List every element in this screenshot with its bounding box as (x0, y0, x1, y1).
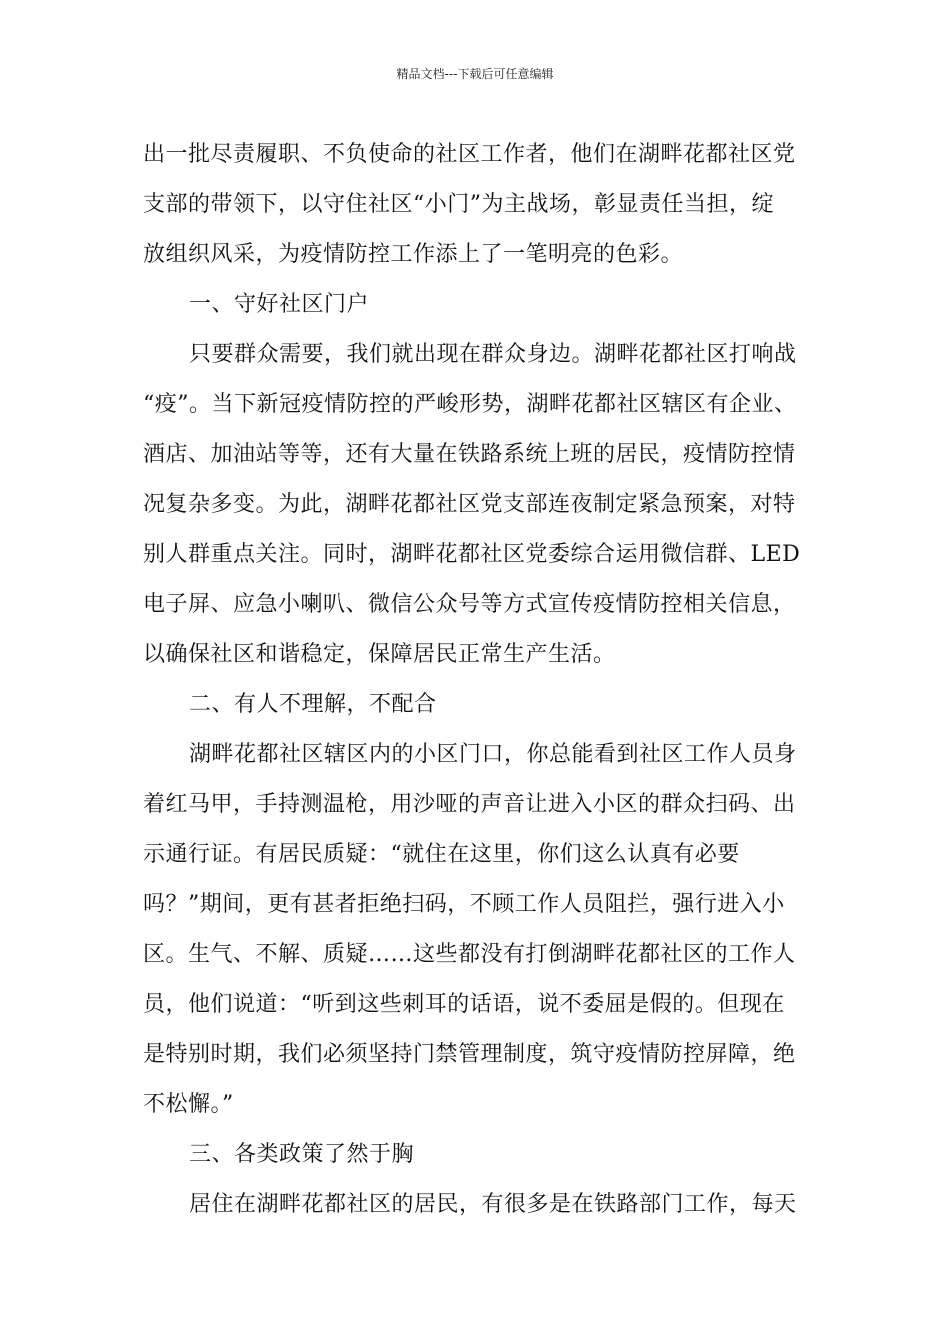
paragraph-line: 不松懈。” (143, 1092, 234, 1117)
paragraph-line: 出一批尽责履职、不负使命的社区工作者，他们在湖畔花都社区党 (143, 142, 796, 167)
paragraph-line: 只要群众需要，我们就出现在群众身边。湖畔花都社区打响战 (189, 342, 797, 367)
paragraph-line: 区。生气、不解、质疑……这些都没有打倒湖畔花都社区的工作人 (143, 942, 796, 967)
paragraph-line: 以确保社区和谐稳定，保障居民正常生产生活。 (143, 642, 616, 667)
paragraph-line: 湖畔花都社区辖区内的小区门口，你总能看到社区工作人员身 (189, 742, 797, 767)
paragraph-line: 支部的带领下，以守住社区“小门”为主战场，彰显责任当担，绽 (143, 192, 774, 217)
paragraph-line: 吗？”期间，更有甚者拒绝扫码，不顾工作人员阻拦，强行进入小 (143, 892, 785, 917)
paragraph-line: 着红马甲，手持测温枪，用沙哑的声音让进入小区的群众扫码、出 (143, 792, 796, 817)
paragraph-line: 是特别时期，我们必须坚持门禁管理制度，筑守疫情防控屏障，绝 (143, 1042, 796, 1067)
paragraph-line: 电子屏、应急小喇叭、微信公众号等方式宣传疫情防控相关信息， (143, 592, 796, 617)
paragraph-line: 别人群重点关注。同时，湖畔花都社区党委综合运用微信群、LED (143, 542, 801, 567)
paragraph-line: 酒店、加油站等等，还有大量在铁路系统上班的居民，疫情防控情 (143, 442, 796, 467)
paragraph-line: 示通行证。有居民质疑：“就住在这里，你们这么认真有必要 (143, 842, 740, 867)
page-header: 精品文档---下载后可任意编辑 (396, 67, 554, 81)
paragraph-line: 员，他们说道：“听到这些刺耳的话语，说不委屈是假的。但现在 (143, 992, 785, 1017)
section-heading-2: 二、有人不理解，不配合 (189, 692, 437, 717)
paragraph-line: 况复杂多变。为此，湖畔花都社区党支部连夜制定紧急预案，对特 (143, 492, 796, 517)
section-heading-1: 一、守好社区门户 (189, 292, 370, 317)
paragraph-line: 放组织风采，为疫情防控工作添上了一笔明亮的色彩。 (143, 242, 684, 267)
section-heading-3: 三、各类政策了然于胸 (189, 1142, 415, 1167)
paragraph-line: 居住在湖畔花都社区的居民，有很多是在铁路部门工作，每天 (189, 1192, 797, 1217)
document-body (143, 130, 807, 1230)
paragraph-line: “疫”。当下新冠疫情防控的严峻形势，湖畔花都社区辖区有企业、 (143, 392, 797, 417)
